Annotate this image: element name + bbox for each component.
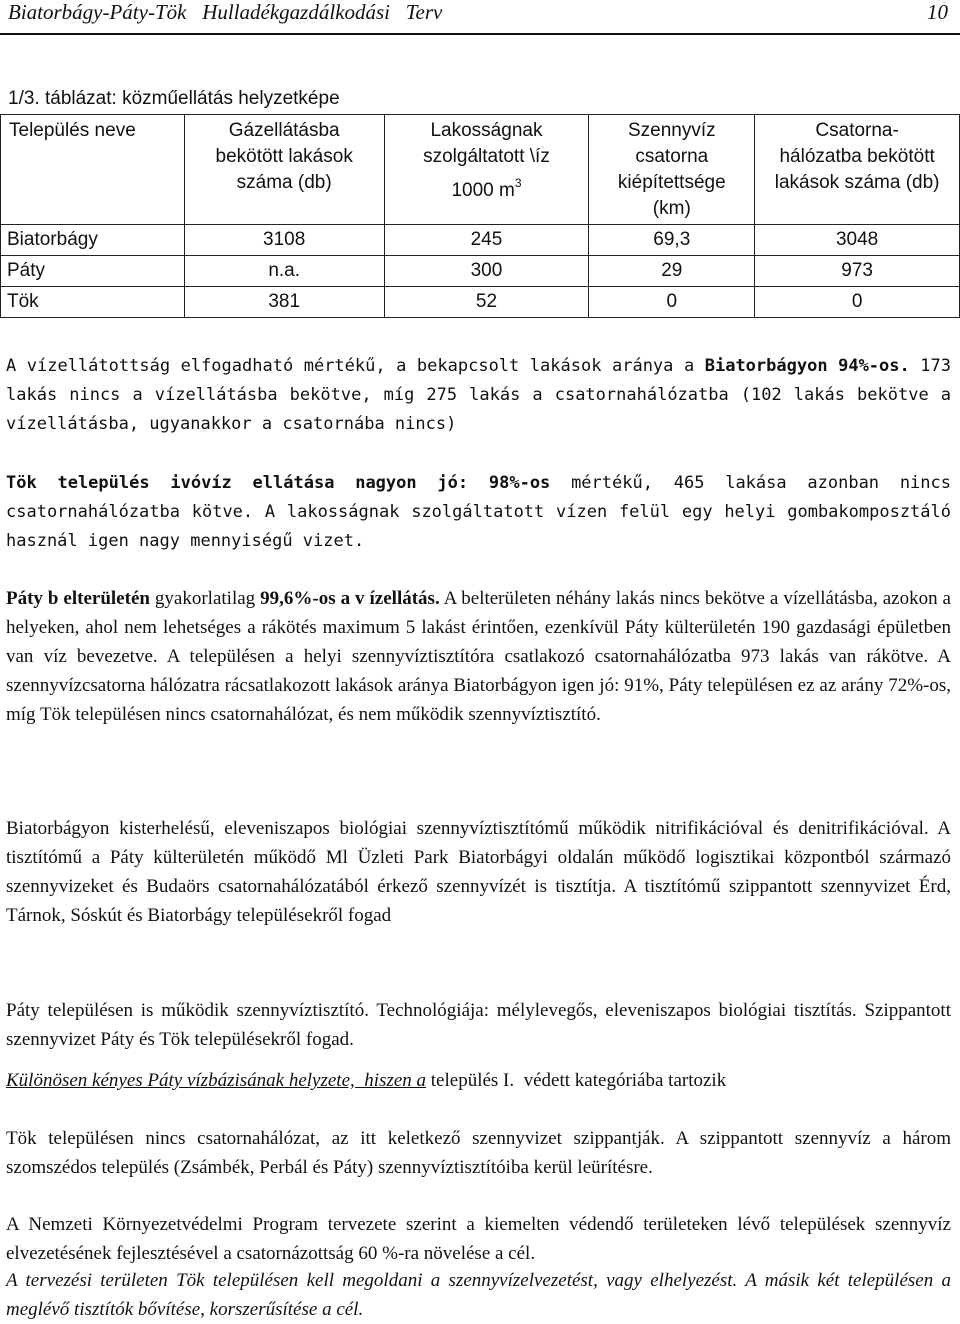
unit-superscript: 3	[514, 176, 522, 190]
cell-settlement: Tök	[1, 287, 185, 318]
column-header-sewer-length	[589, 115, 755, 225]
header-line: csatorna	[635, 146, 709, 167]
cell-sewer-connected: 973	[755, 256, 960, 287]
paragraph-planning-goal: A tervezési területen Tök településen kell megoldani a szennyvízelvezetést, vagy elhelyezést. A másik két településen a meglévő tisztítók bővítése, korszerűsítése a cél.	[6, 1270, 951, 1320]
utilities-table	[0, 114, 960, 318]
emphasis-span: Páty b elterületén	[6, 588, 150, 609]
column-header-sewer-connected	[755, 115, 960, 225]
header-line: Település neve	[9, 120, 136, 141]
table-caption: 1/3. táblázat: közműellátás helyzetképe	[8, 88, 340, 109]
running-header	[8, 0, 948, 26]
paragraph-tok-water	[6, 469, 951, 556]
paragraph-tok-sewage: Tök településen nincs csatornahálózat, az itt keletkező szennyvizet szippantják. A szippantott szennyvíz a három szomszédos település (Zsámbék, Perbál és Páty) szennyvíztisztítóiba kerül leürítésre.	[6, 1128, 951, 1178]
paragraph-paty-treatment: Páty településen is működik szennyvíztisztító. Technológiája: mélylevegős, eleveniszapos biológiai tisztítás. Szippantott szennyvizet Páty és Tök településekről fogad.	[6, 1000, 951, 1050]
header-line: Szennyvíz	[627, 120, 716, 141]
paragraph-paty-water	[6, 584, 951, 729]
column-header-settlement	[1, 115, 185, 225]
document-title: Biatorbágy-Páty-Tök Hulladékgazdálkodási Terv	[8, 0, 443, 24]
cell-gas: 3108	[184, 225, 384, 256]
paragraph-biatorbagy-treatment: Biatorbágyon kisterhelésű, eleveniszapos biológiai szennyvíztisztítómű működik nitrifikációval és denitrifikációval. A tisztítómű a Páty külterületén működő Ml Üzleti Park Biatorbágyi oldalán működő logisztikai központból származó szennyvizeket és Budaörs csatornahálózatából érkező szennyvízét is tisztítja. A tisztítómű szippantott szennyvizet Érd, Tárnok, Sóskút és Biatorbágy településekről fogad	[6, 818, 951, 926]
text-span: 173 lakás nincs a vízellátásba bekötve, míg 275 lakás a csatornahálózatba (102 lakás bekötve a vízellátásba, ugyanakkor a csatornába nincs)	[6, 356, 951, 434]
text-span: A belterületen néhány lakás nincs bekötve a vízellátásba, azokon a helyeken, ahol nem lehetséges a rákötés maximum 5 lakást érintően, ezenkívül Páty külterületén 190 gazdasági épületben van víz bevezetve. A településen a helyi szennyvíztisztítóra csatlakozó csatornahálózatba 973 lakás van rákötve. A szennyvízcsatorna hálózatra rácsatlakozott lakások aránya Biatorbágyon igen jó: 91%, Páty településen ez az arány 72%-os, míg Tök településen nincs csatornahálózat, és nem működik szennyvíztisztító.	[6, 588, 951, 725]
table-header-row	[1, 115, 960, 225]
emphasis-span: 99,6%-os a v ízellátás.	[260, 588, 440, 609]
table-row	[1, 256, 960, 287]
header-line: lakások száma (db)	[774, 172, 940, 193]
text-span: A vízellátottság elfogadható mértékű, a bekapcsolt lakások aránya a	[6, 356, 705, 376]
cell-water: 245	[384, 225, 589, 256]
header-line: száma (db)	[236, 172, 332, 193]
header-line: Gázellátásba	[228, 120, 340, 141]
cell-sewer-length: 69,3	[589, 225, 755, 256]
table-row	[1, 225, 960, 256]
table-row	[1, 287, 960, 318]
header-line: Csatorna-	[815, 120, 899, 141]
column-header-gas	[184, 115, 384, 225]
header-rule	[0, 33, 960, 35]
cell-settlement: Biatorbágy	[1, 225, 185, 256]
unit-text: 1000 m	[451, 180, 515, 201]
header-line: Lakosságnak	[430, 120, 543, 141]
cell-gas: n.a.	[184, 256, 384, 287]
cell-sewer-length: 29	[589, 256, 755, 287]
text-span: mértékű, 465 lakása azonban nincs csatornahálózatba kötve. A lakosságnak szolgáltatott vízen felül egy helyi gombakomposztáló használ igen nagy mennyiségű vizet.	[6, 473, 951, 551]
header-line: kiépítettsége	[617, 172, 726, 193]
cell-sewer-connected: 3048	[755, 225, 960, 256]
header-line: szolgáltatott \íz	[423, 146, 550, 167]
cell-water: 52	[384, 287, 589, 318]
emphasis-span: Tök település ivóvíz ellátása nagyon jó: 98%-os	[6, 473, 551, 493]
header-line-unit	[391, 170, 583, 204]
cell-sewer-length: 0	[589, 287, 755, 318]
cell-settlement: Páty	[1, 256, 185, 287]
header-line: bekötött lakások	[215, 146, 353, 167]
cell-gas: 381	[184, 287, 384, 318]
text-span: gyakorlatilag	[149, 588, 261, 609]
text-span: település I. védett kategóriába tartozik	[426, 1070, 727, 1091]
cell-sewer-connected: 0	[755, 287, 960, 318]
paragraph-national-program: A Nemzeti Környezetvédelmi Program tervezete szerint a kiemelten védendő területeken lévő települések szennyvíz elvezetésének fejlesztésével a csatornázottság 60 %-ra növelése a cél.	[6, 1214, 951, 1264]
column-header-water	[384, 115, 589, 225]
paragraph-paty-waterbase	[6, 1066, 951, 1095]
emphasis-span: Biatorbágyon 94%-os.	[704, 356, 910, 376]
cell-water: 300	[384, 256, 589, 287]
header-line: hálózatba bekötött	[779, 146, 935, 167]
paragraph-biatorbagy-water	[6, 352, 951, 439]
underlined-span: Különösen kényes Páty vízbázisának helyzete, hiszen a	[6, 1070, 427, 1091]
header-line: (km)	[652, 198, 691, 219]
page-number: 10	[927, 0, 948, 24]
